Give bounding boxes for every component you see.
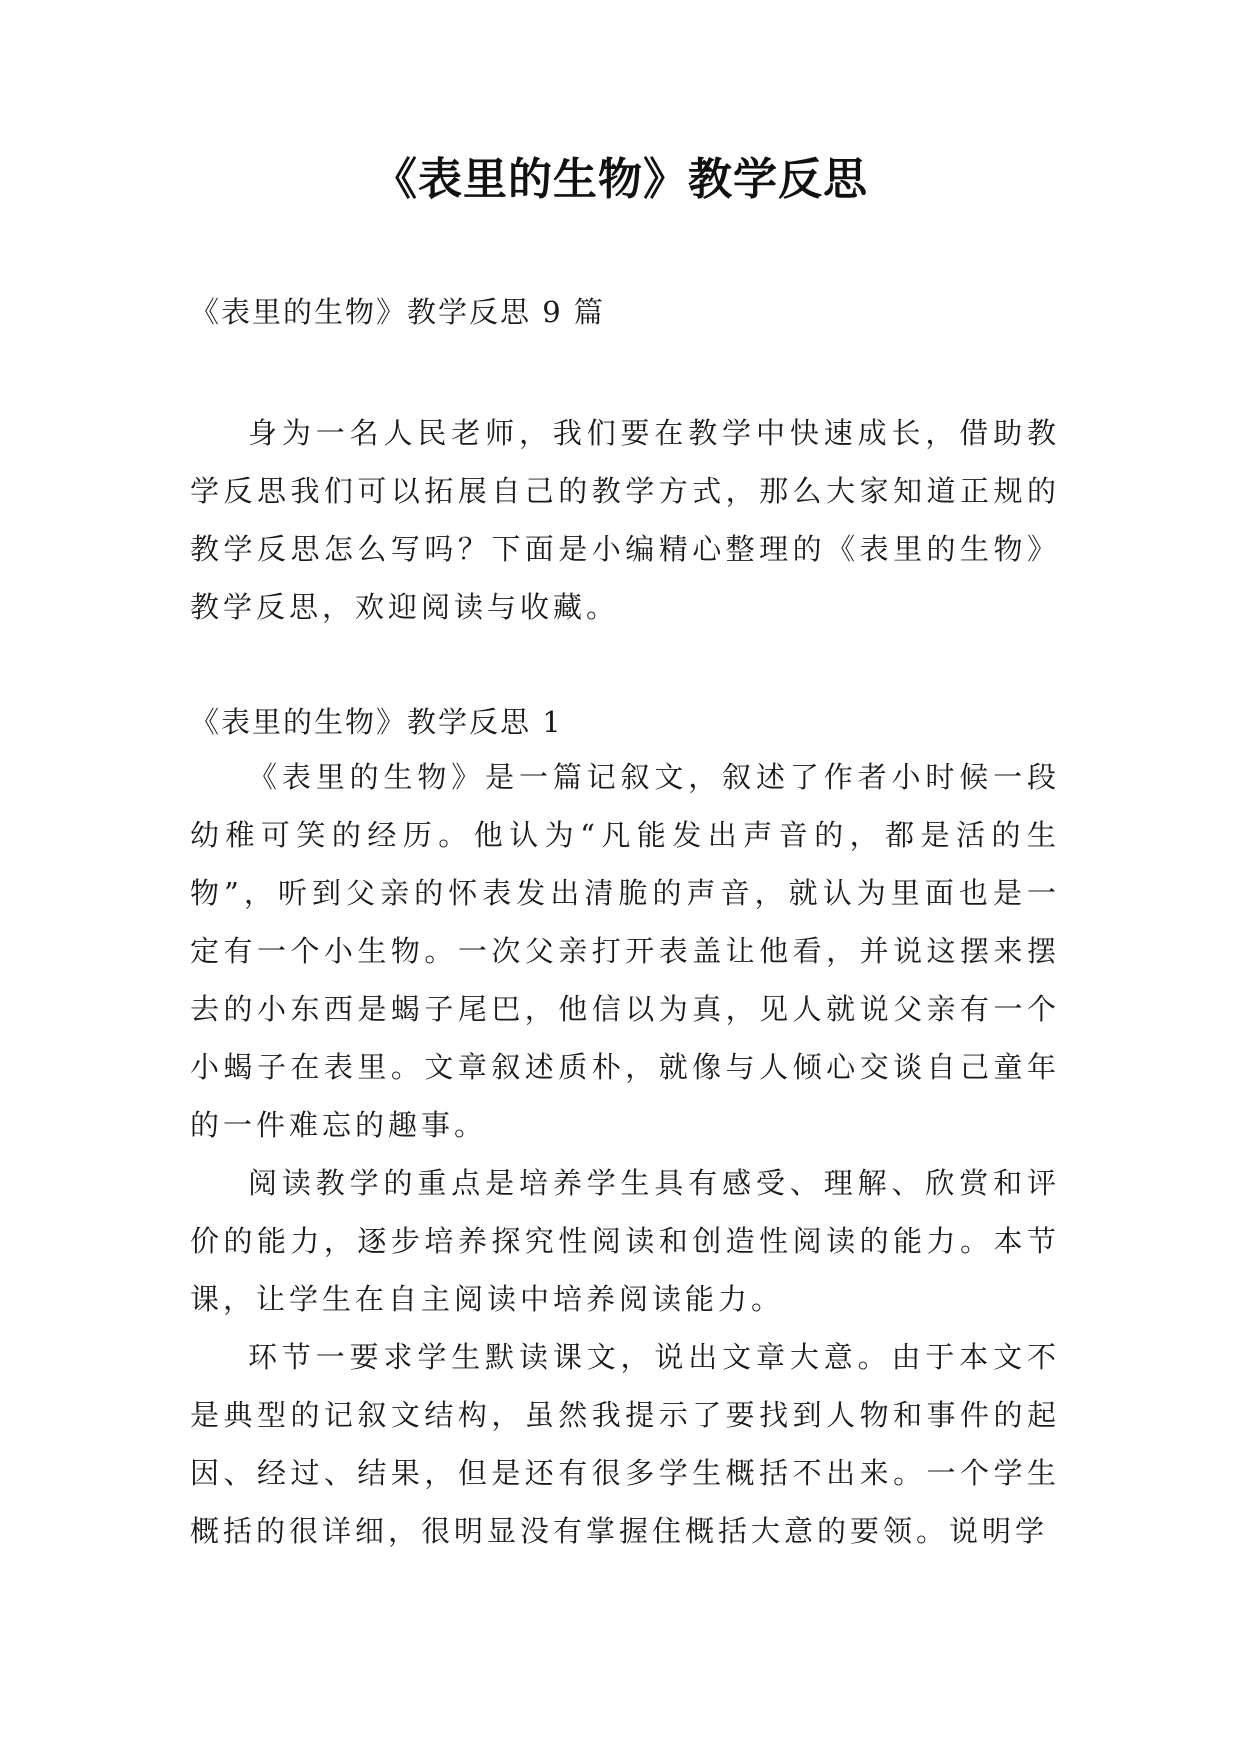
intro-paragraph: 身为一名人民老师，我们要在教学中快速成长，借助教学反思我们可以拓展自己的教学方式，那么大家知道正规的教学反思怎么写吗？下面是小编精心整理的《表里的生物》教学反思，欢迎阅读与收藏。 <box>190 416 1060 624</box>
section-paragraph: 环节一要求学生默读课文，说出文章大意。由于本文不是典型的记叙文结构，虽然我提示了要找到人物和事件的起因、经过、结果，但是还有很多学生概括不出来。一个学生概括的很详细，很明显没有掌握住概括大意的要领。说明学 <box>190 1340 1060 1548</box>
document-title: 《表里的生物》教学反思 <box>373 154 868 205</box>
intro-block <box>190 404 1060 636</box>
section-paragraph: 《表里的生物》是一篇记叙文，叙述了作者小时候一段幼稚可笑的经历。他认为“凡能发出声音的，都是活的生物”，听到父亲的怀表发出清脆的声音，就认为里面也是一定有一个小生物。一次父亲打开表盖让他看，并说这摆来摆去的小东西是蝎子尾巴，他信以为真，见人就说父亲有一个小蝎子在表里。文章叙述质朴，就像与人倾心交谈自己童年的一件难忘的趣事。 <box>190 760 1060 1142</box>
section-heading: 《表里的生物》教学反思 1 <box>190 705 563 739</box>
section-body <box>190 748 1060 1560</box>
section-paragraph: 阅读教学的重点是培养学生具有感受、理解、欣赏和评价的能力，逐步培养探究性阅读和创造性阅读的能力。本节课，让学生在自主阅读中培养阅读能力。 <box>190 1166 1060 1316</box>
document-subtitle: 《表里的生物》教学反思 9 篇 <box>190 295 605 329</box>
